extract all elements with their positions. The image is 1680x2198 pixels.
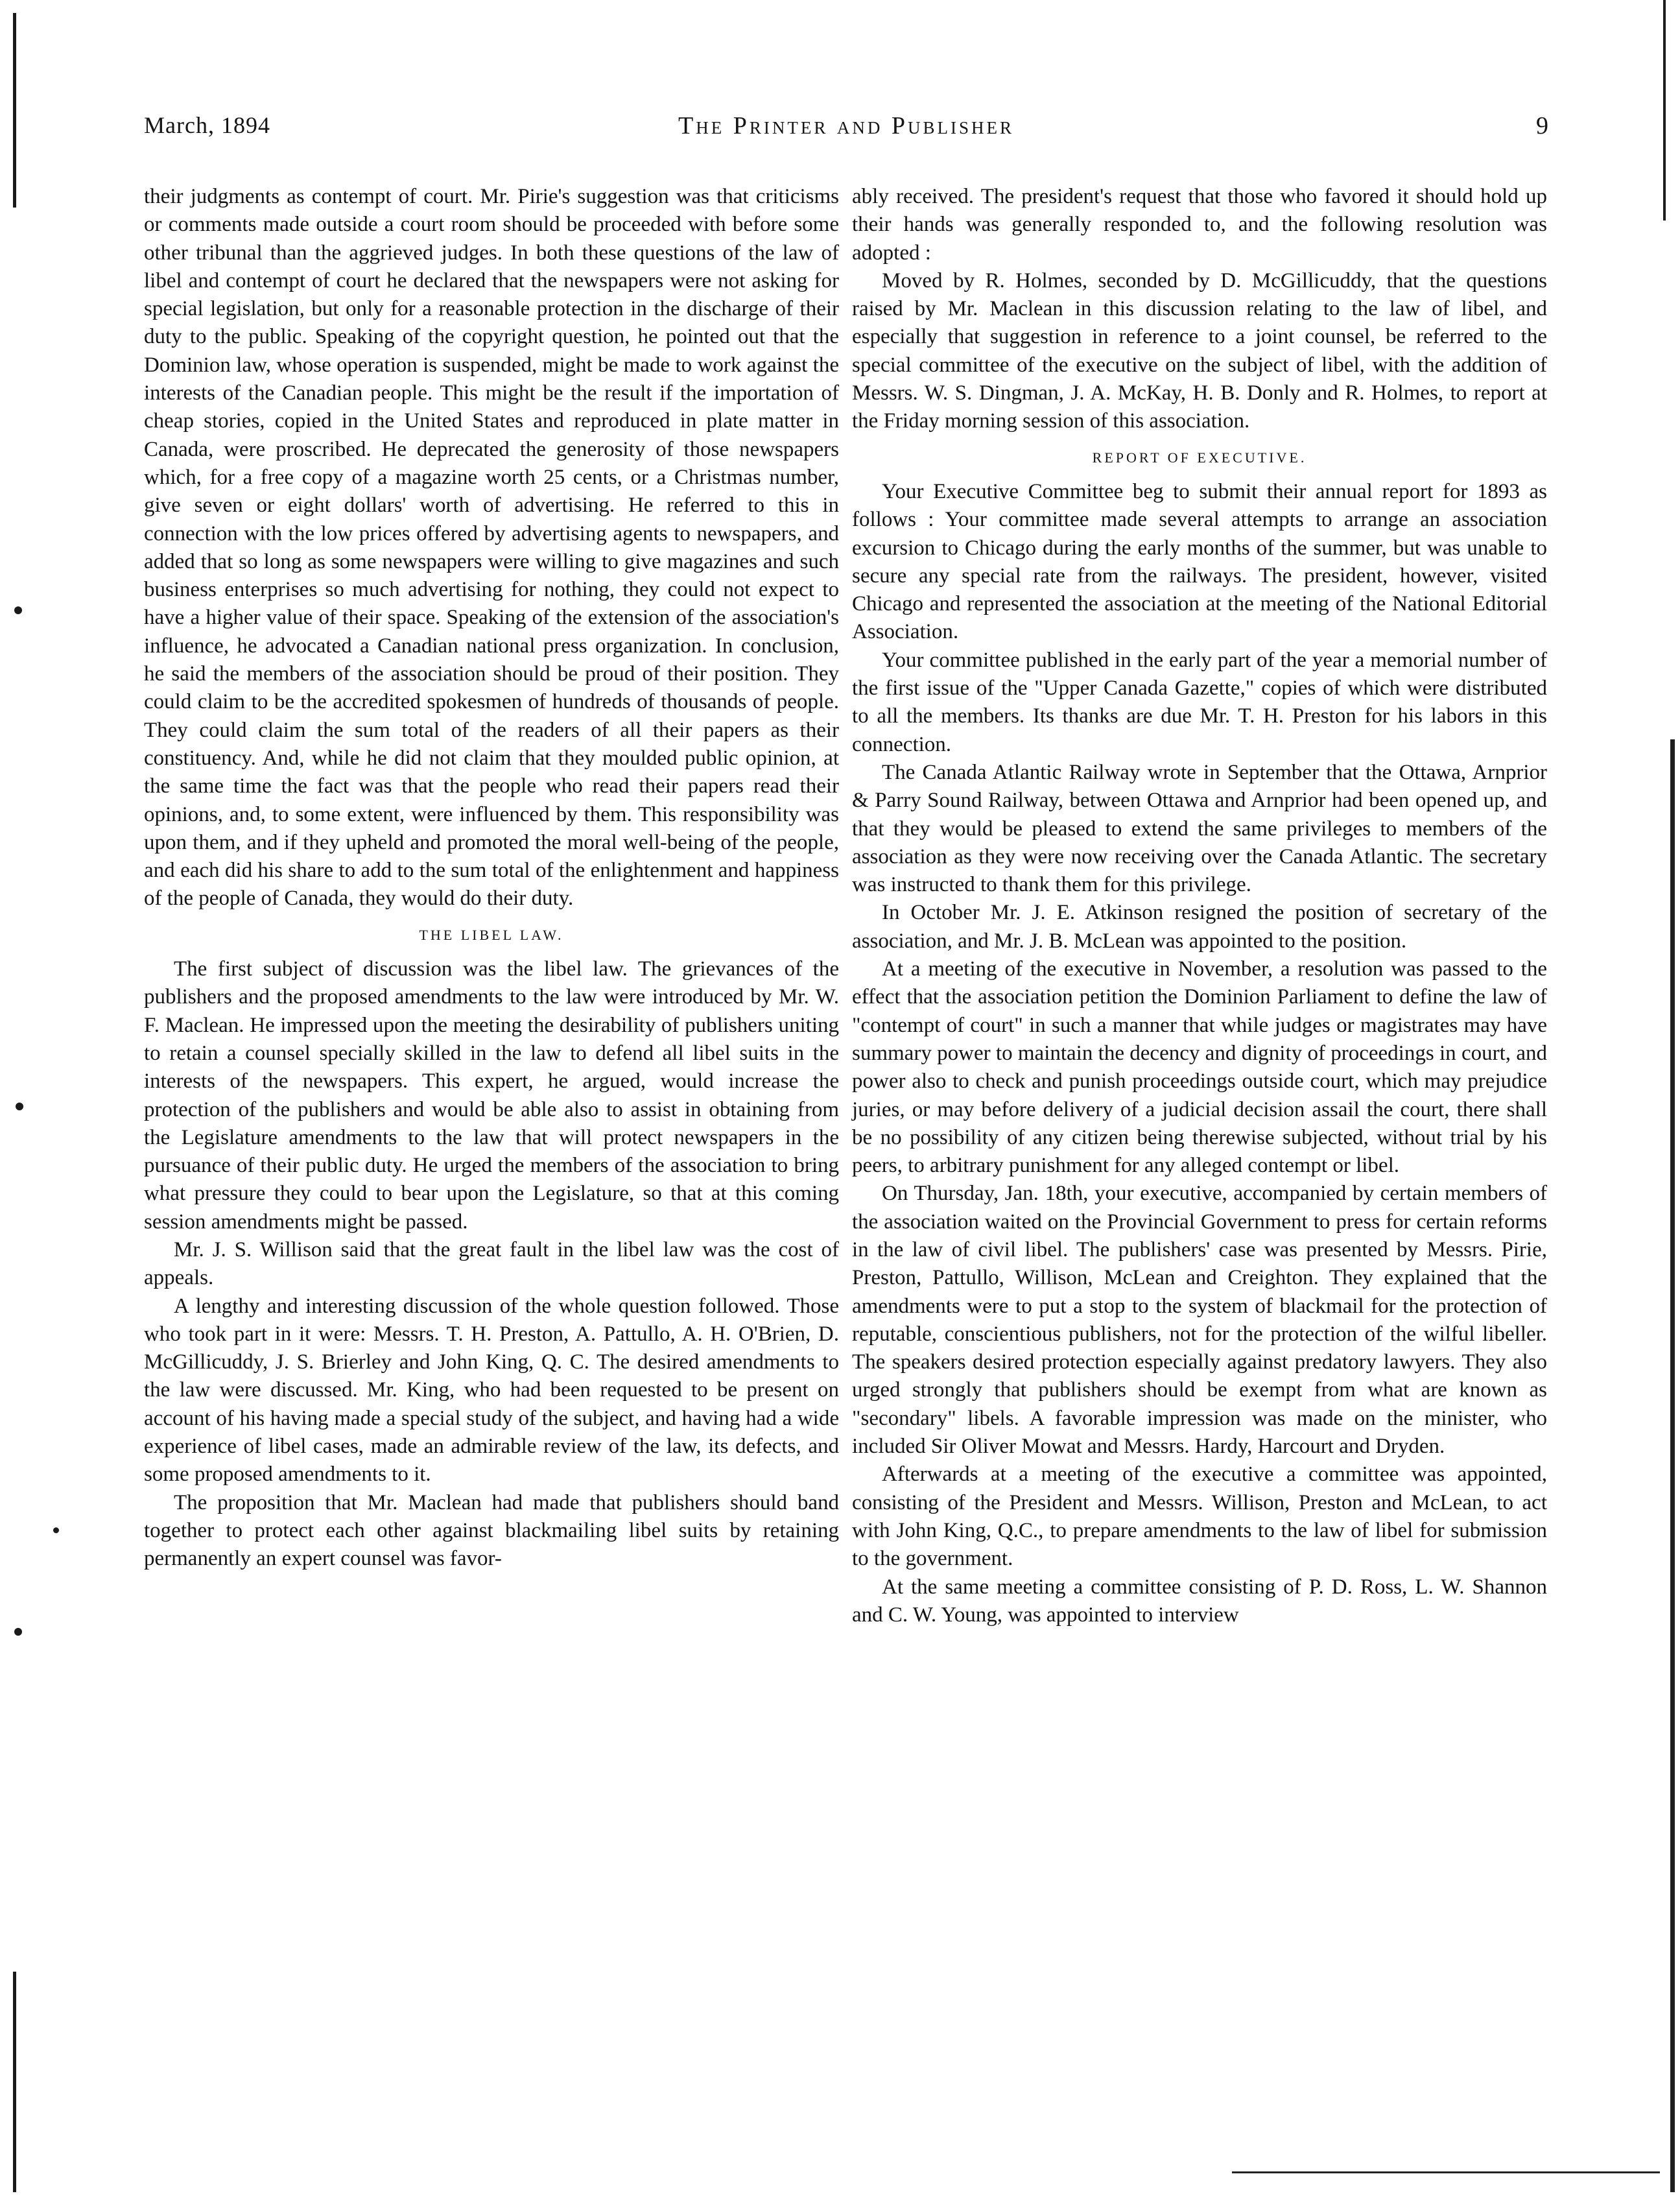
section-heading: THE LIBEL LAW.: [419, 926, 564, 943]
paragraph: At the same meeting a committee consisting of P. D. Ross, L. W. Shannon and C. W. Young, was appointed to interview: [852, 1575, 1547, 1627]
paragraph: Your Executive Committee beg to submit their annual report for 1893 as follows : Your committee made several attempts to arrange an association excursion to Chicago during the early months of the summer, but was unable to secure any special rate from the railways. The president, however, visited Chicago and represented the association at the meeting of the National Editorial Association.: [852, 479, 1547, 644]
right-column: [852, 183, 1547, 1629]
publication-title: The Printer and Publisher: [678, 112, 1014, 139]
section-heading: REPORT OF EXECUTIVE.: [1092, 449, 1307, 466]
scan-bottom-rule: [1232, 2171, 1660, 2173]
scan-left-edge: [0, 0, 54, 2198]
scan-edge-mark: [1670, 739, 1675, 2192]
paragraph: The proposition that Mr. Maclean had made that publishers should band together to protect each other against blackmailing libel suits by retaining permanently an expert counsel was favor-: [144, 1490, 839, 1571]
paragraph: The Canada Atlantic Railway wrote in September that the Ottawa, Arnprior & Parry Sound Railway, between Ottawa and Arnprior had been opened up, and that they would be pleased to extend the same privileges to members of the association as they were now receiving over the Canada Atlantic. The secretary was instructed to thank them for this privilege.: [852, 760, 1547, 897]
left-column: [144, 183, 839, 1573]
paragraph: In October Mr. J. E. Atkinson resigned the position of secretary of the association, and Mr. J. B. McLean was appointed to the position.: [852, 901, 1547, 953]
issue-date: March, 1894: [144, 112, 270, 138]
paragraph: Your committee published in the early part of the year a memorial number of the first issue of the "Upper Canada Gazette," copies of which were distributed to all the members. Its thanks are due Mr. T. H. Preston for his labors in this connection.: [852, 648, 1547, 756]
scan-speck: [14, 606, 22, 614]
paragraph: Mr. J. S. Willison said that the great fault in the libel law was the cost of appeals.: [144, 1237, 839, 1290]
scan-edge-mark: [13, 1972, 16, 2192]
page-header: [144, 112, 1548, 150]
paragraph: their judgments as contempt of court. Mr. Pirie's suggestion was that criticisms or comments made outside a court room should be proceeded with before some other tribunal than the aggrieved judges. In both these questions of the law of libel and contempt of court he declared that the newspapers were not asking for special legislation, but only for a reasonable protection in the discharge of their duty to the public. Speaking of the copyright question, he pointed out that the Dominion law, whose operation is suspended, might be made to work against the interests of the Canadian people. This might be the result if the importation of cheap stories, copied in the United States and reproduced in plate matter in Canada, were proscribed. He deprecated the generosity of those newspapers which, for a free copy of a magazine worth 25 cents, or a Christmas number, give seven or eight dollars' worth of advertising. He referred to this in connection with the low prices offered by advertising agents to newspapers, and added that so long as some newspapers were willing to give magazines and such business enterprises so much advertising for nothing, they could not expect to have a higher value of their space. Speaking of the extension of the association's influence, he advocated a Canadian national press organization. In conclusion, he said the members of the association should be proud of their position. They could claim to be the accredited spokesmen of hundreds of thousands of people. They could claim the sum total of the readers of all their papers as their constituency. And, while he did not claim that they moulded public opinion, at the same time the fact was that the people who read their papers read their opinions, and, to some extent, were influenced by them. This responsibility was upon them, and if they upheld and promoted the moral well-being of the people, and each did his share to add to the sum total of the enlightenment and happiness of the people of Canada, they would do their duty.: [144, 185, 839, 911]
paragraph: ably received. The president's request that those who favored it should hold up their hands was generally responded to, and the following resolution was adopted :: [852, 185, 1547, 265]
scan-edge-mark: [13, 13, 16, 208]
paragraph: At a meeting of the executive in November, a resolution was passed to the effect that the association petition the Dominion Parliament to define the law of "contempt of court" in such a manner that while judges or magistrates may have summary power to maintain the decency and dignity of proceedings in court, and power also to check and punish proceedings outside court, which may prejudice juries, or may before delivery of a judicial decision assail the court, there shall be no possibility of any citizen being therewise subjected, without trial by his peers, to arbitrary punishment for any alleged contempt or libel.: [852, 957, 1547, 1178]
scan-speck: [16, 1103, 23, 1110]
scan-speck: [53, 1527, 59, 1533]
paragraph: On Thursday, Jan. 18th, your executive, accompanied by certain members of the association waited on the Provincial Government to press for certain reforms in the law of civil libel. The publishers' case was presented by Messrs. Pirie, Preston, Pattullo, Willison, McLean and Creighton. They explained that the amendments were to put a stop to the system of blackmail for the protection of reputable, conscientious publishers, not for the protection of the wilful libeller. The speakers desired protection especially against predatory lawyers. They also urged strongly that publishers should be exempt from what are known as "secondary" libels. A favorable impression was made on the minister, who included Sir Oliver Mowat and Messrs. Hardy, Harcourt and Dryden.: [852, 1182, 1547, 1459]
paragraph: Moved by R. Holmes, seconded by D. McGillicuddy, that the questions raised by Mr. Maclean in this discussion relating to the law of libel, and especially that suggestion in reference to a joint counsel, be referred to the special committee of the executive on the subject of libel, with the addition of Messrs. W. S. Dingman, J. A. McKay, H. B. Donly and R. Holmes, to report at the Friday morning session of this association.: [852, 269, 1547, 433]
paragraph: A lengthy and interesting discussion of the whole question followed. Those who took part in it were: Messrs. T. H. Preston, A. Pattullo, A. H. O'Brien, D. McGillicuddy, J. S. Brierley and John King, Q. C. The desired amendments to the law were discussed. Mr. King, who had been requested to be present on account of his having made a special study of the subject, and having had a wide experience of libel cases, made an admirable review of the law, its defects, and some proposed amendments to it.: [144, 1294, 839, 1487]
scan-right-edge: [1654, 0, 1680, 2198]
scan-speck: [14, 1628, 22, 1636]
scan-edge-mark: [1663, 0, 1666, 221]
paragraph: Afterwards at a meeting of the executive a committee was appointed, consisting of the President and Messrs. Willison, Preston and McLean, to act with John King, Q.C., to prepare amendments to the law of libel for submission to the government.: [852, 1463, 1547, 1571]
page-number: 9: [1536, 112, 1548, 139]
paragraph: The first subject of discussion was the libel law. The grievances of the publishers and the proposed amendments to the law were introduced by Mr. W. F. Maclean. He impressed upon the meeting the desirability of publishers uniting to retain a counsel specially skilled in the law to defend all libel suits in the interests of the newspapers. This expert, he argued, would increase the protection of the publishers and would be able also to assist in obtaining from the Legislature amendments to the law that will protect newspapers in the pursuance of their public duty. He urged the members of the association to bring what pressure they could to bear upon the Legislature, so that at this coming session amendments might be passed.: [144, 957, 839, 1234]
